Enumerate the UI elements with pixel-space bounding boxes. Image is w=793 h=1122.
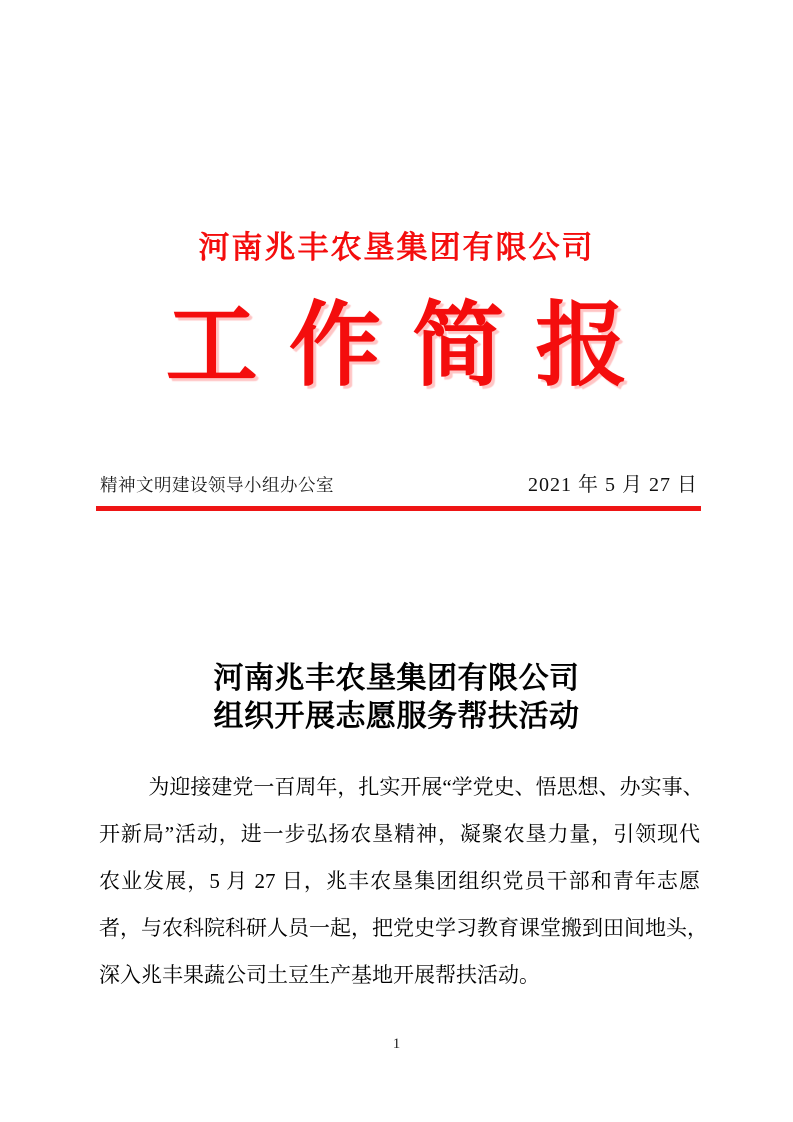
page-number: 1	[392, 1036, 401, 1052]
issue-date: 2021 年 5 月 27 日	[528, 474, 698, 496]
masthead-company-name: 河南兆丰农垦集团有限公司	[198, 230, 595, 265]
body-paragraph-line: 农业发展，5 月 27 日，兆丰农垦集团组织党员干部和青年志愿	[99, 869, 700, 893]
article-title-line2: 组织开展志愿服务帮扶活动	[213, 700, 580, 733]
body-paragraph-line: 开新局”活动，进一步弘扬农垦精神，凝聚农垦力量，引领现代	[99, 822, 700, 846]
article-title	[0, 660, 793, 736]
red-divider-rule	[96, 506, 701, 511]
masthead-info-row	[100, 468, 698, 497]
body-paragraph-line: 为迎接建党一百周年，扎实开展“学党史、悟思想、办实事、	[148, 775, 704, 799]
body-paragraph-line: 者，与农科院科研人员一起，把党史学习教育课堂搬到田间地头，	[99, 916, 708, 940]
body-paragraph-line: 深入兆丰果蔬公司土豆生产基地开展帮扶活动。	[99, 963, 540, 987]
bulletin-title: 工作简报	[165, 295, 659, 397]
article-body	[99, 764, 708, 999]
article-title-line1: 河南兆丰农垦集团有限公司	[213, 662, 580, 695]
issuer-office-label: 精神文明建设领导小组办公室	[100, 475, 334, 495]
